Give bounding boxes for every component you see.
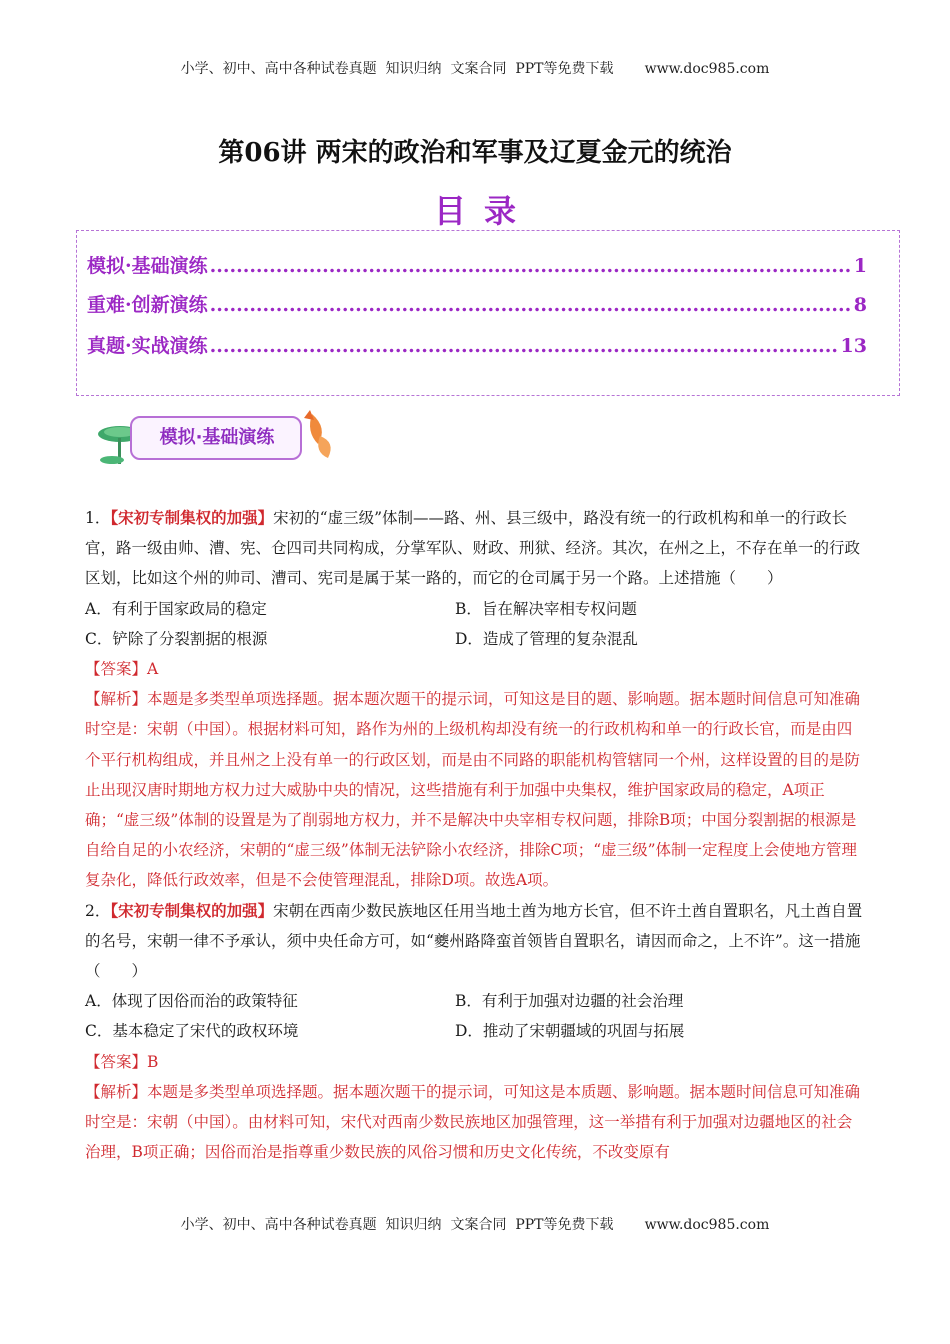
answer-line: 【答案】A [85, 660, 159, 679]
option-a[interactable]: A．有利于国家政局的稳定 [85, 599, 267, 618]
question-stem [85, 503, 865, 594]
toc-item-page: 13 [840, 335, 867, 357]
document-title: 第06讲 两宋的政治和军事及辽夏金元的统治 [218, 138, 732, 168]
toc-item[interactable] [87, 290, 867, 317]
option-b[interactable]: B．有利于加强对边疆的社会治理 [455, 992, 684, 1011]
question-number: 1． [85, 509, 111, 527]
answer-line: 【答案】B [85, 1052, 159, 1071]
option-c[interactable]: C．基本稳定了宋代的政权环境 [85, 1022, 299, 1041]
toc-leader-dots [210, 255, 852, 277]
analysis-text: 【解析】本题是多类型单项选择题。据本题次题干的提示词，可知这是本质题、影响题。据本题时间信息可知准确时空是：宋朝（中国）。由材料可知，宋代对西南少数民族地区加强管理，这一举措有利于加强对边疆地区的社会治理，B项正确；因俗而治是指尊重少数民族的风俗习惯和历史文化传统，不改变原有 [85, 1082, 861, 1162]
question-options [85, 594, 865, 654]
toc-leader-dots [210, 294, 852, 316]
toc-leader-dots [210, 335, 839, 357]
question-text: 宋初的“虚三级”体制——路、州、县三级中，路没有统一的行政机构和单一的行政长官，路一级由帅、漕、宪、仓四司共同构成，分掌军队、财政、刑狱、经济。其次，在州之上，不存在单一的行政区划，比如这个州的帅司、漕司、宪司是属于某一路的，而它的仓司属于另一个路。上述措施（ ） [85, 509, 861, 588]
question-text: 宋朝在西南少数民族地区任用当地土酋为地方长官，但不许土酋自置职名，凡土酋自置的名号，宋朝一律不予承认，须中央任命方可，如“夔州路降蛮首领皆自置职名，请因而命之，上不许”。这一措施（ ） [85, 901, 863, 981]
toc-item-label: 真题·实战演练 [87, 335, 208, 357]
option-c[interactable]: C．铲除了分裂割据的根源 [85, 629, 268, 648]
analysis-text: 【解析】本题是多类型单项选择题。据本题次题干的提示词，可知这是目的题、影响题。据本题时间信息可知准确时空是：宋朝（中国）。根据材料可知，路作为州的上级机构却没有统一的行政机构和单一的行政长官，而是由四个平行机构组成，并且州之上没有单一的行政区划，而是由不同路的职能机构管辖同一个州，这样设置的目的是防止出现汉唐时期地方权力过大威胁中央的情况，这些措施有利于加强中央集权，维护国家政局的稳定，A项正确；“虚三级”体制的设置是为了削弱地方权力，并不是解决中央宰相专权问题，排除B项；中国分裂割据的根源是自给自足的小农经济，宋朝的“虚三级”体制无法铲除小农经济，排除C项；“虚三级”体制一定程度上会使地方管理复杂化，降低行政效率，但是不会使管理混乱，排除D项。故选A项。 [85, 690, 861, 890]
question-item [85, 896, 865, 1168]
question-tag: 【宋初专制集权的加强】 [110, 508, 274, 527]
page-footer: 小学、初中、高中各种试卷真题 知识归纳 文案合同 PPT等免费下载 www.doc985.com [180, 1217, 770, 1233]
option-d[interactable]: D．造成了管理的复杂混乱 [455, 629, 638, 648]
question-stem [85, 896, 865, 987]
question-number: 2． [85, 901, 111, 920]
toc-item[interactable] [87, 331, 867, 358]
option-d[interactable]: D．推动了宋朝疆域的巩固与拓展 [455, 1022, 685, 1041]
toc-item-page: 8 [853, 294, 867, 316]
option-b[interactable]: B．旨在解决宰相专权问题 [455, 599, 637, 618]
table-of-contents [76, 230, 900, 396]
toc-item-page: 1 [853, 255, 867, 277]
option-a[interactable]: A．体现了因俗而治的政策特征 [85, 992, 298, 1011]
question-options [85, 986, 865, 1046]
question-list [85, 503, 865, 1167]
question-item [85, 503, 865, 896]
toc-item-label: 重难·创新演练 [87, 294, 208, 316]
badge-label: 模拟·基础演练 [159, 427, 275, 448]
page-header: 小学、初中、高中各种试卷真题 知识归纳 文案合同 PPT等免费下载 www.doc985.com [180, 61, 770, 77]
toc-item-label: 模拟·基础演练 [87, 255, 208, 277]
question-tag: 【宋初专制集权的加强】 [110, 900, 274, 920]
toc-item[interactable] [87, 251, 867, 278]
section-badge [92, 408, 342, 470]
toc-heading: 目录 [433, 192, 534, 230]
